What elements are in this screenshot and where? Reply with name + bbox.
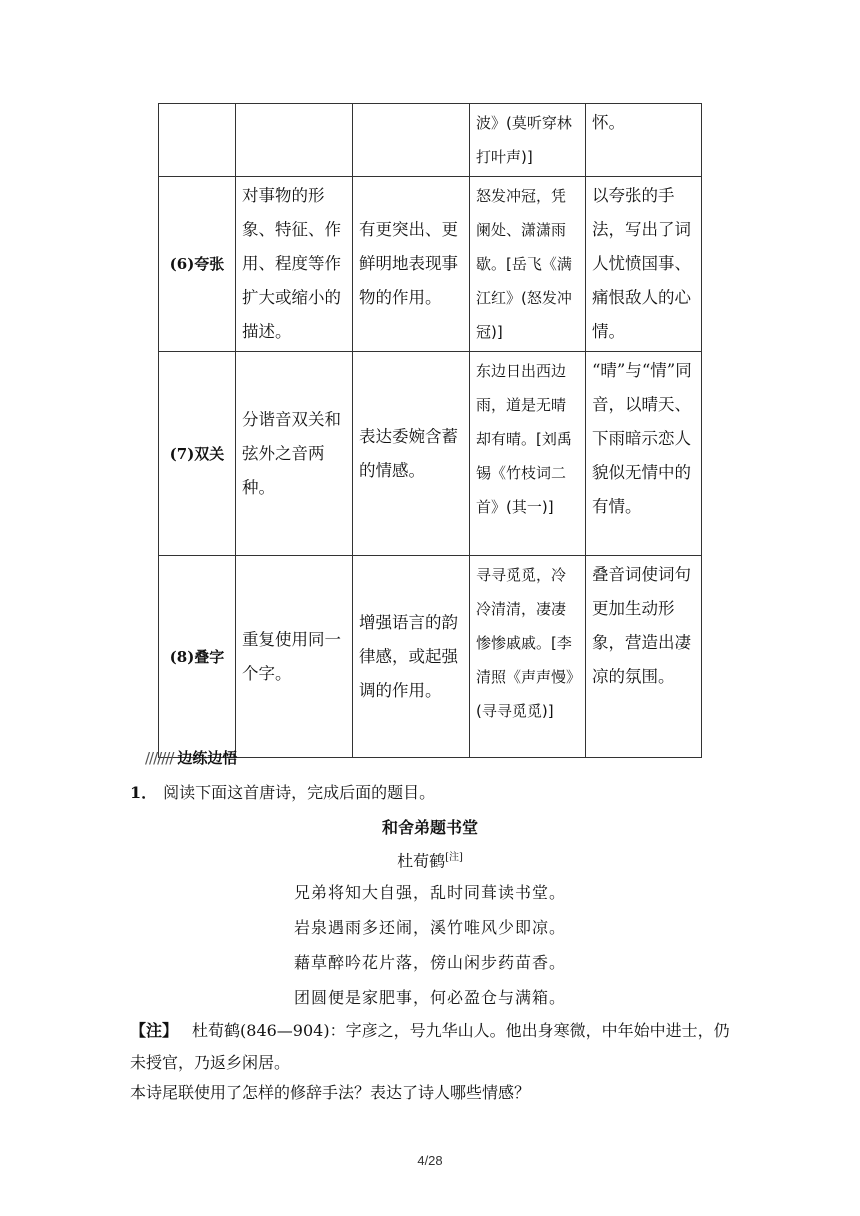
- analysis-cell: 以夸张的手法，写出了词人忧愤国事、痛恨敌人的心情。: [586, 177, 702, 352]
- question-text: 本诗尾联使用了怎样的修辞手法？表达了诗人哪些情感？: [130, 1083, 531, 1102]
- feature-cell: 重复使用同一个字。: [236, 556, 353, 758]
- poem-line: 团圆便是家肥事，何必盈仓与满箱。: [293, 988, 566, 1007]
- device-name-cell: (7)双关: [159, 352, 236, 556]
- device-name-cell: (8)叠字: [159, 556, 236, 758]
- effect-cell: 有更突出、更鲜明地表现事物的作用。: [353, 177, 470, 352]
- table-row: [159, 352, 702, 556]
- page-number: 4/28: [417, 1153, 443, 1168]
- author-note: [130, 1015, 730, 1079]
- poem-line: 岩泉遇雨多还闹，溪竹唯风少即凉。: [293, 918, 566, 937]
- question-instruction: 阅读下面这首唐诗，完成后面的题目。: [163, 783, 436, 802]
- effect-cell: [353, 104, 470, 177]
- poem-author: [0, 848, 860, 871]
- table-row: [159, 177, 702, 352]
- analysis-cell: “晴”与“情”同音，以晴天、下雨暗示恋人貌似无情中的有情。: [586, 352, 702, 556]
- example-cell: 东边日出西边雨，道是无晴却有晴。[刘禹锡《竹枝词二首》(其一)]: [470, 352, 586, 556]
- feature-cell: 对事物的形象、特征、作用、程度等作扩大或缩小的描述。: [236, 177, 353, 352]
- section-slashes: ///////: [145, 749, 174, 767]
- author-note-marker: [注]: [445, 852, 463, 863]
- example-cell: 波》(莫听穿林打叶声)]: [470, 104, 586, 177]
- note-text: 杜荀鹤(846—904)：字彦之，号九华山人。他出身寒微，中年始中进士，仍未授官，乃返乡闲居。: [130, 1021, 730, 1072]
- effect-cell: 增强语言的韵律感，或起强调的作用。: [353, 556, 470, 758]
- device-name-cell: (6)夸张: [159, 177, 236, 352]
- table-row: [159, 104, 702, 177]
- question-number: 1．: [130, 783, 158, 802]
- question-1: [130, 780, 435, 803]
- section-title: 边练边悟: [177, 749, 238, 767]
- note-tag: 【注】: [130, 1021, 179, 1040]
- feature-cell: 分谐音双关和弦外之音两种。: [236, 352, 353, 556]
- rhetoric-table: [158, 103, 702, 758]
- table-row: [159, 556, 702, 758]
- example-cell: 寻寻觅觅，冷冷清清，凄凄惨惨戚戚。[李清照《声声慢》(寻寻觅觅)]: [470, 556, 586, 758]
- feature-cell: [236, 104, 353, 177]
- poem-line: 兄弟将知大自强，乱时同葺读书堂。: [293, 883, 566, 902]
- poem-title: 和舍弟题书堂: [381, 818, 478, 837]
- analysis-cell: 怀。: [586, 104, 702, 177]
- example-cell: 怒发冲冠，凭阑处、潇潇雨歇。[岳飞《满江红》(怒发冲冠)]: [470, 177, 586, 352]
- section-heading: [145, 747, 237, 768]
- author-name: 杜荀鹤: [397, 851, 446, 871]
- poem-line: 藉草醉吟花片落，傍山闲步药苗香。: [293, 953, 566, 972]
- effect-cell: 表达委婉含蓄的情感。: [353, 352, 470, 556]
- analysis-cell: 叠音词使词句更加生动形象，营造出凄凉的氛围。: [586, 556, 702, 758]
- device-name-cell: [159, 104, 236, 177]
